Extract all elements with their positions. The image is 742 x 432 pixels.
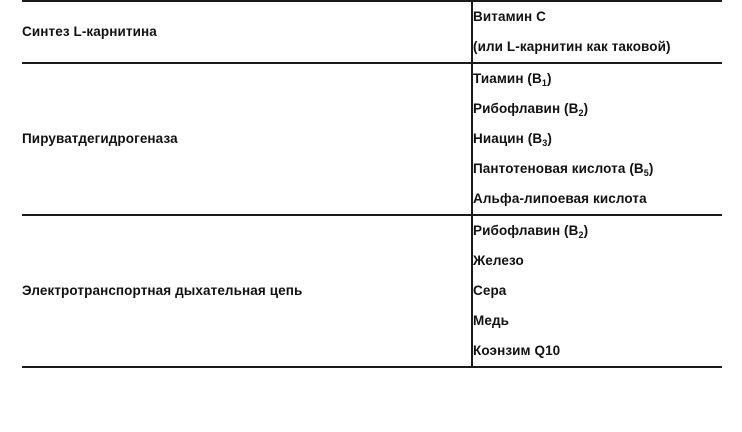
table-row bbox=[22, 63, 722, 215]
list-item bbox=[473, 64, 722, 94]
nutrients-cell bbox=[472, 63, 722, 215]
process-cell bbox=[22, 1, 472, 63]
vitamin-subscript: 1 bbox=[541, 78, 547, 88]
nutrient-name: Железо bbox=[473, 253, 524, 268]
vitamin-subscript: 2 bbox=[578, 108, 584, 118]
list-item bbox=[473, 336, 722, 366]
nutrients-cell bbox=[472, 215, 722, 367]
nutrient-tail: ) bbox=[648, 161, 654, 176]
nutrient-table bbox=[22, 0, 722, 368]
nutrient-tail: ) bbox=[546, 71, 552, 86]
list-item bbox=[473, 2, 722, 32]
list-item bbox=[473, 124, 722, 154]
table-body bbox=[22, 1, 722, 367]
vitamin-subscript: 5 bbox=[643, 168, 649, 178]
vitamin-subscript: 2 bbox=[578, 230, 584, 240]
process-cell bbox=[22, 63, 472, 215]
table-row bbox=[22, 1, 722, 63]
nutrient-name: Сера bbox=[473, 283, 507, 298]
process-cell bbox=[22, 215, 472, 367]
process-label: Синтез L-карнитина bbox=[22, 24, 157, 39]
nutrient-name: (или L-карнитин как таковой) bbox=[473, 39, 671, 54]
list-item bbox=[473, 216, 722, 246]
nutrient-tail: ) bbox=[583, 223, 589, 238]
nutrient-tail: ) bbox=[583, 101, 589, 116]
nutrient-name: Альфа-липоевая кислота bbox=[473, 191, 647, 206]
list-item bbox=[473, 306, 722, 336]
process-label: Пируватдегидрогеназа bbox=[22, 131, 178, 146]
nutrient-name: Тиамин (B bbox=[473, 71, 542, 86]
nutrient-name: Пантотеновая кислота (B bbox=[473, 161, 644, 176]
nutrient-name: Ниацин (B bbox=[473, 131, 543, 146]
table-row bbox=[22, 215, 722, 367]
list-item bbox=[473, 276, 722, 306]
nutrient-list bbox=[473, 2, 722, 62]
nutrient-list bbox=[473, 64, 722, 214]
nutrient-name: Коэнзим Q10 bbox=[473, 343, 561, 358]
list-item bbox=[473, 246, 722, 276]
process-label: Электротранспортная дыхательная цепь bbox=[22, 283, 303, 298]
nutrient-name: Медь bbox=[473, 313, 510, 328]
list-item bbox=[473, 154, 722, 184]
list-item bbox=[473, 32, 722, 62]
nutrient-name: Витамин С bbox=[473, 9, 547, 24]
nutrient-tail: ) bbox=[547, 131, 552, 146]
nutrient-list bbox=[473, 216, 722, 366]
list-item bbox=[473, 184, 722, 214]
nutrients-cell bbox=[472, 1, 722, 63]
nutrient-name: Рибофлавин (B bbox=[473, 223, 579, 238]
vitamin-subscript: 3 bbox=[542, 138, 548, 148]
nutrient-name: Рибофлавин (B bbox=[473, 101, 579, 116]
list-item bbox=[473, 94, 722, 124]
